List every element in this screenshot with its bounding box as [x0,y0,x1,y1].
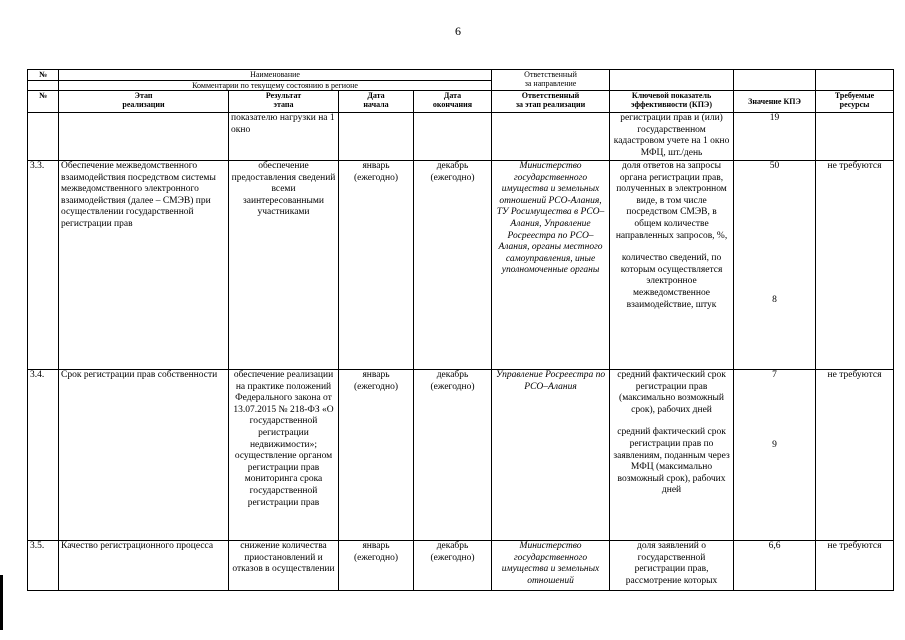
row-stage: Качество регистрационного процесса [59,541,229,591]
row-resources [816,113,894,161]
col-stage [59,91,229,113]
header-empty-1 [610,70,734,91]
header-responsible-direction-l1: Ответственный [524,70,577,79]
row-kpi-value-1: 7 [772,370,777,380]
col-stage-l1: Этап [134,91,153,100]
row-kpi-value [734,370,816,541]
table-row [28,113,894,161]
header-row-3 [28,91,894,113]
col-kpi-l2: эффективности (КПЭ) [631,100,713,109]
header-num-empty [28,81,59,91]
col-start [339,91,414,113]
row-kpi-value-1: 50 [769,161,780,171]
header-row-1 [28,70,894,81]
header-num: № [28,70,59,81]
header-responsible-direction-l2: за направление [524,79,577,88]
col-start-l1: Дата [367,91,385,100]
row-end: декабрь (ежегодно) [414,370,492,541]
col-num: № [28,91,59,113]
header-comment: Комментарии по текущему состоянию в регионе [59,81,492,91]
col-end-l2: окончания [432,100,473,109]
col-responsible-l2: за этап реализации [515,100,586,109]
row-kpi-value-2: 8 [772,294,777,305]
row-kpi-value [734,161,816,370]
row-kpi-1: доля ответов на запросы органа регистрации прав, полученных в электронном виде, в том числе посредством СМЭВ, в общем количестве направленных запросов, %, [615,161,728,241]
row-resources: не требуются [816,541,894,591]
header-empty-3 [816,70,894,91]
row-num: 3.5. [28,541,59,591]
table-row [28,541,894,591]
col-result-l2: этапа [273,100,294,109]
col-resources-l2: ресурсы [839,100,870,109]
col-responsible-l1: Ответственный [521,91,580,100]
header-empty-2 [734,70,816,91]
row-kpi-value: 6,6 [734,541,816,591]
row-start: январь (ежегодно) [339,370,414,541]
col-responsible [492,91,610,113]
row-start: январь (ежегодно) [339,161,414,370]
col-stage-l2: реализации [122,100,165,109]
col-resources-l1: Требуемые [834,91,875,100]
row-responsible: Министерство государственного имущества и земельных отношений [492,541,610,591]
row-result: снижение количества приостановлений и отказов в осуществлении [229,541,339,591]
row-kpi-2: средний фактический срок регистрации прав по заявлениям, поданным через МФЦ (максимально возможный срок), рабочих дней [613,427,730,496]
row-end: декабрь (ежегодно) [414,161,492,370]
row-responsible: Управление Росреестра по РСО–Алания [492,370,610,541]
row-responsible [492,113,610,161]
col-result [229,91,339,113]
row-kpi-2: количество сведений, по которым осуществляется электронное межведомственное взаимодействие, штук [620,253,723,310]
row-kpi: доля заявлений о государственной регистрации прав, рассмотрение которых [610,541,734,591]
col-end-l1: Дата [443,91,462,100]
row-stage: Срок регистрации прав собственности [59,370,229,541]
row-resources: не требуются [816,370,894,541]
col-resources [816,91,894,113]
header-name: Наименование [59,70,492,81]
row-result: показателю нагрузки на 1 окно [229,113,339,161]
row-stage: Обеспечение межведомственного взаимодействия посредством системы межведомственного электронного взаимодействия (далее – СМЭВ) при осуществлении государственной регистрации прав [59,161,229,370]
row-start [339,113,414,161]
row-result: обеспечение предоставления сведений всеми заинтересованными участниками [229,161,339,370]
program-table [27,69,894,591]
row-kpi [610,370,734,541]
row-resources: не требуются [816,161,894,370]
col-kpi [610,91,734,113]
col-kpi-l1: Ключевой показатель [631,91,712,100]
row-responsible: Министерство государственного имущества и земельных отношений РСО-Алания, ТУ Росимущества в РСО–Алания, Управление Росреестра по РСО–Алания, органы местного самоуправления, иные уполномоченные органы [492,161,610,370]
header-responsible-direction [492,70,610,91]
row-end: декабрь (ежегодно) [414,541,492,591]
row-kpi-value-2: 9 [772,439,777,450]
row-num [28,113,59,161]
col-kpi-value: Значение КПЭ [734,91,816,113]
page-number: 6 [455,24,461,38]
row-end [414,113,492,161]
scan-edge-mark [0,575,3,630]
table-row [28,161,894,370]
col-start-l2: начала [363,100,389,109]
row-kpi: регистрации прав и (или) государственном кадастровом учете на 1 окно МФЦ, шт./день [610,113,734,161]
col-result-l1: Результат [265,91,302,100]
row-start: январь (ежегодно) [339,541,414,591]
col-end [414,91,492,113]
row-kpi-1: средний фактический срок регистрации прав (максимально возможный срок), рабочих дней [617,370,726,415]
table-row [28,370,894,541]
row-kpi-value: 19 [734,113,816,161]
row-num: 3.3. [28,161,59,370]
row-kpi [610,161,734,370]
row-result: обеспечение реализации на практике положений Федерального закона от 13.07.2015 № 218-ФЗ «О государственной регистрации недвижимости»; осуществление органом регистрации прав мониторинга срока государственной регистрации прав [229,370,339,541]
row-stage [59,113,229,161]
row-num: 3.4. [28,370,59,541]
